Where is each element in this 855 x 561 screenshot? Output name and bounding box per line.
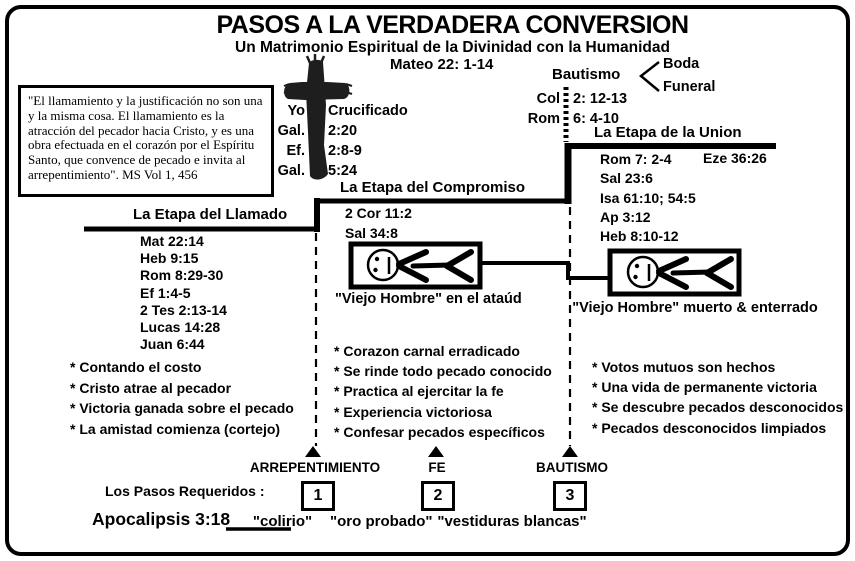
cross-label: 5:24 xyxy=(328,163,358,179)
coffin-buried-icon xyxy=(610,251,739,294)
bullet-item: * Se descubre pecados desconocidos xyxy=(592,399,844,416)
verse: Heb 8:10-12 xyxy=(600,228,679,245)
compromiso-bullet-list xyxy=(334,341,552,442)
cross-label: 2:20 xyxy=(328,123,358,139)
bullet-item: * Experiencia victoriosa xyxy=(334,403,492,420)
funeral-label: Funeral xyxy=(663,79,716,95)
llamado-bullet-list xyxy=(70,357,294,440)
step-number-box-1 xyxy=(301,481,335,511)
verse: Rom 7: 2-4 xyxy=(600,151,672,167)
up-arrow-icon xyxy=(428,446,444,457)
page-subtitle: Un Matrimonio Espiritual de la Divinidad con la Humanidad xyxy=(235,39,670,56)
compromiso-verse-list xyxy=(345,204,412,243)
llamado-verse-list xyxy=(140,233,227,353)
verse: Juan 6:44 xyxy=(140,336,205,353)
bullet-item: * Confesar pecados específicos xyxy=(334,423,545,440)
step-number: 2 xyxy=(433,487,443,504)
cross-label: Crucificado xyxy=(328,103,408,119)
gift-label-colirio: "colirio" xyxy=(252,513,313,530)
gift-label-vestiduras: "vestiduras blancas" xyxy=(437,513,587,530)
bullet-item: * Corazon carnal erradicado xyxy=(334,343,520,359)
step-number: 1 xyxy=(313,487,323,504)
cross-label: Yo xyxy=(287,103,305,119)
scripture-header: Mateo 22: 1-14 xyxy=(390,56,494,73)
baptism-ref: Rom xyxy=(527,111,560,127)
up-arrow-icon xyxy=(562,446,578,457)
bullet-item: * Practica al ejercitar la fe xyxy=(334,383,504,400)
step-number: 3 xyxy=(565,487,575,504)
bullet-item: * Se rinde todo pecado conocido xyxy=(334,363,552,380)
quote-box: "El llamamiento y la justificación no son una y la misma cosa. El llamamiento es la atracción del pecador hacia Cristo, y es una obra efectuada en el corazón por el Espíritu Santo, que convence de pecado e invita al arrepentimiento". MS Vol 1, 456 xyxy=(18,85,274,197)
bullet-item: * La amistad comienza (cortejo) xyxy=(70,421,281,438)
cross-label: Gal. xyxy=(277,123,305,139)
step-number-box-2 xyxy=(421,481,455,511)
verse: 2 Cor 11:2 xyxy=(345,205,412,221)
coffin-label-ataud: "Viejo Hombre" en el ataúd xyxy=(335,291,522,307)
cross-label: 2:8-9 xyxy=(328,143,362,159)
verse: Isa 61:10; 54:5 xyxy=(600,189,696,206)
up-arrow-icon xyxy=(305,446,321,457)
verse: Sal 23:6 xyxy=(600,170,653,187)
baptism-ref: 6: 4-10 xyxy=(573,111,619,127)
stage-heading-compromiso: La Etapa del Compromiso xyxy=(340,179,526,196)
union-verse-list xyxy=(600,150,696,246)
cross-label: Gal. xyxy=(277,163,305,179)
bullet-item: * Victoria ganada sobre el pecado xyxy=(70,400,294,417)
verse: Eze 36:26 xyxy=(703,150,767,166)
baptism-ref: 2: 12-13 xyxy=(573,91,628,107)
verse: 2 Tes 2:13-14 xyxy=(140,301,227,318)
verse: Lucas 14:28 xyxy=(140,319,221,336)
bullet-item: * Votos mutuos son hechos xyxy=(592,359,776,375)
step-label-fe: FE xyxy=(428,460,446,475)
baptism-bracket-icon xyxy=(641,62,659,91)
bullet-item: * Cristo atrae al pecador xyxy=(70,379,232,396)
stage-heading-llamado: La Etapa del Llamado xyxy=(133,206,288,223)
step-label-bautismo: BAUTISMO xyxy=(536,460,608,475)
boda-label: Boda xyxy=(663,56,700,72)
stage-heading-union: La Etapa de la Union xyxy=(594,124,742,141)
verse: Ef 1:4-5 xyxy=(140,284,191,301)
coffin-label-enterrado: "Viejo Hombre" muerto & enterrado xyxy=(572,300,818,316)
bullet-item: * Pecados desconocidos limpiados xyxy=(592,419,827,436)
bullet-item: * Contando el costo xyxy=(70,359,202,375)
cross-label: Ef. xyxy=(286,143,305,159)
union-bullet-list xyxy=(592,357,843,438)
verse: Rom 8:29-30 xyxy=(140,267,224,284)
verse: Heb 9:15 xyxy=(140,250,199,267)
gift-label-oro: "oro probado" xyxy=(330,513,433,530)
verse: Mat 22:14 xyxy=(140,233,204,249)
steps-reference: Apocalipsis 3:18 xyxy=(92,509,231,529)
baptism-ref: Col xyxy=(536,91,560,107)
verse: Ap 3:12 xyxy=(600,208,651,225)
coffin-old-man-icon xyxy=(351,244,480,287)
steps-intro: Los Pasos Requeridos : xyxy=(105,483,265,499)
step-number-box-3 xyxy=(553,481,587,511)
bullet-item: * Una vida de permanente victoria xyxy=(592,379,817,396)
step-label-arrepentimiento: ARREPENTIMIENTO xyxy=(249,460,381,475)
page-title: PASOS A LA VERDADERA CONVERSION xyxy=(216,11,689,39)
verse: Sal 34:8 xyxy=(345,224,398,241)
coffin-connector-line xyxy=(480,263,611,278)
baptism-label: Bautismo xyxy=(552,66,621,83)
